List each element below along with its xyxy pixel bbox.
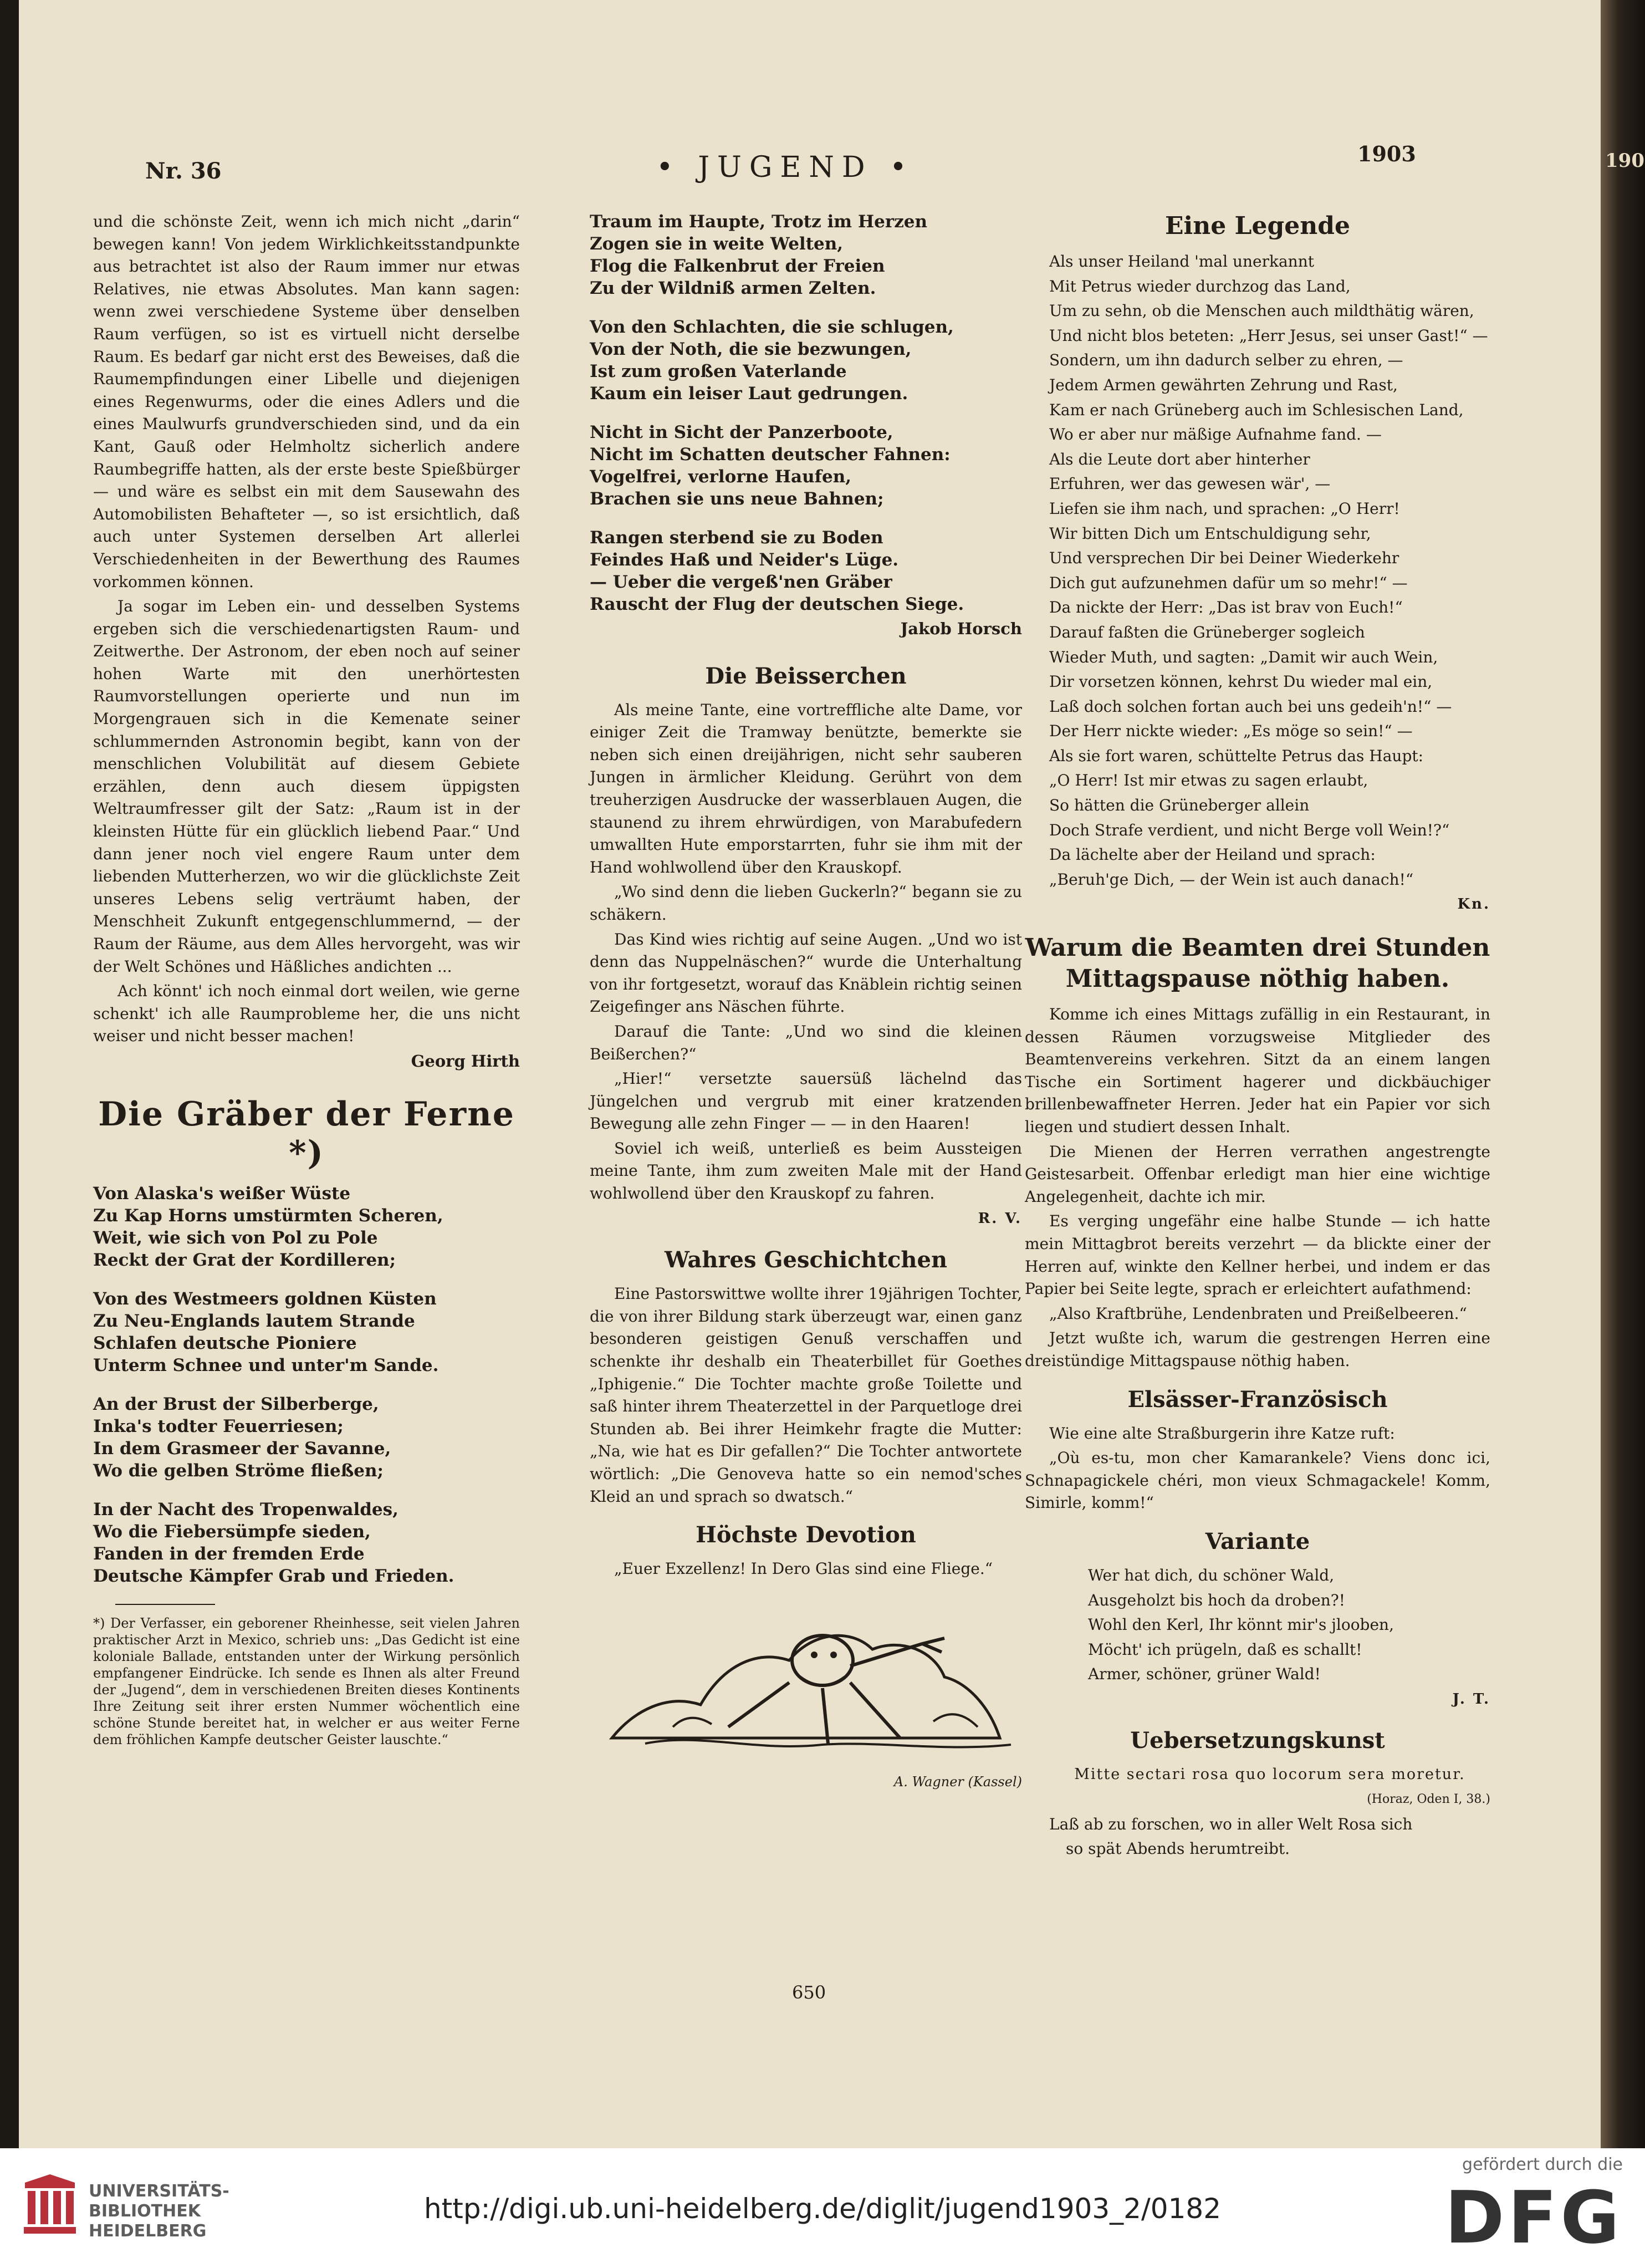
poem-line: In dem Grasmeer der Savanne, bbox=[93, 1438, 391, 1459]
poem-line: Um zu sehn, ob die Menschen auch mildthätig wären, bbox=[1049, 302, 1474, 320]
poem-line: Zu der Wildniß armen Zelten. bbox=[590, 278, 876, 298]
story-paragraph: Darauf die Tante: „Und wo sind die kleinen Beißerchen?“ bbox=[590, 1022, 1022, 1063]
story-paragraph: Es verging ungefähr eine halbe Stunde — ich hatte mein Mittagbrot bereits verzehrt — da blickte einer der Herren auf, winkte den Kellner herbei, und indem er das Papier bei Seite legte, sprach er erleichtert aufathmend: bbox=[1025, 1212, 1490, 1298]
poem-line: Dir vorsetzen können, kehrst Du wieder mal ein, bbox=[1049, 672, 1433, 691]
poem-line: Schlafen deutsche Pioniere bbox=[93, 1333, 357, 1353]
story-paragraph: Wie eine alte Straßburgerin ihre Katze ruft: bbox=[1049, 1424, 1395, 1443]
story-paragraph: Als meine Tante, eine vortreffliche alte Dame, vor einiger Zeit die Tramway benützte, bemerkte sie neben sich einen dreijährigen, nicht sehr sauberen Jungen in ärmlicher Kleidung. Gerührt von dem treuherzigen Ausdrucke der wasserblauen Augen, die staunend zu ihrem ehrwürdigen, von Marabufedern umwallten Hute emporstarrten, fuhr sie ihm mit der Hand wohlwollend über den Krauskopf. bbox=[590, 700, 1022, 876]
legende-title: Eine Legende bbox=[1165, 212, 1350, 240]
viewer-footer bbox=[0, 2148, 1645, 2268]
story-paragraph: Eine Pastorswittwe wollte ihrer 19jährigen Tochter, die von ihrer Bildung stark überzeugt war, einen ganz besonderen geistigen Genuß verschaffen und schenkte ihr deshalb ein Theaterbillet für Goethes „Iphigenie.“ Die Tochter machte große Toilette und saß hinter ihrem Theaterzettel in der Parquetloge drei Stunden ab. Bei ihrer Heimkehr fragte die Mutter: „Na, wie hat es Dir gefallen?“ Die Tochter antwortete wörtlich: „Die Genoveva hatte so ein nemod'sches Kleid an und sprach so dwatsch.“ bbox=[590, 1285, 1022, 1506]
poem-line: Fanden in der fremden Erde bbox=[93, 1543, 365, 1564]
poem-line: Brachen sie uns neue Bahnen; bbox=[590, 489, 884, 509]
poem-line: So hätten die Grüneberger allein bbox=[1049, 796, 1310, 815]
poem-line: Wo die Fiebersümpfe sieden, bbox=[93, 1521, 371, 1542]
latin-source: (Horaz, Oden I, 38.) bbox=[1367, 1792, 1490, 1807]
poem-line: Wir bitten Dich um Entschuldigung sehr, bbox=[1049, 524, 1371, 543]
poem-line: Als unser Heiland 'mal unerkannt bbox=[1049, 252, 1314, 271]
poem-line: Wohl den Kerl, Ihr könnt mir's jlooben, bbox=[1088, 1615, 1394, 1634]
story-paragraph: „Wo sind denn die lieben Guckerln?“ begann sie zu schäkern. bbox=[590, 883, 1022, 924]
poem-line: Zu Kap Horns umstürmten Scheren, bbox=[93, 1205, 443, 1226]
story-paragraph: Jetzt wußte ich, warum die gestrengen Herren eine dreistündige Mittagspause nöthig haben. bbox=[1025, 1329, 1490, 1370]
poem-line: Da lächelte aber der Heiland und sprach: bbox=[1049, 845, 1376, 864]
poem-line: Nicht im Schatten deutscher Fahnen: bbox=[590, 445, 951, 465]
poem-line: Vogelfrei, verlorne Haufen, bbox=[590, 467, 852, 487]
essay-paragraph: und die schönste Zeit, wenn ich mich nicht „darin“ bewegen kann! Von jedem Wirklichkeitsstandpunkte aus betrachtet ist also der Raum immer nur etwas Relatives, nie etwas Absolutes. Man kann sagen: wenn zwei verschiedene Systeme über denselben Raum verfügen, so ist es virtuell nicht derselbe Raum. Es bedarf gar nicht erst des Beweises, daß die Raumempfindungen einer Libelle und diejenigen eines Regenwurms, oder die eines Adlers und die eines Maulwurfs grundverschieden sind, und da ein Kant, Gauß oder Helmholtz sicherlich andere Raumbegriffe hatten, als der erste beste Spießbürger — und wäre es selbst ein mit dem Sausewahn des Automobilisten Behafteter —, so ist ersichtlich, daß auch unter Systemen derselben Art allerlei Verschiedenheiten in der Bewerthung des Raumes vorkommen können. bbox=[93, 212, 520, 591]
poem-line: Nicht in Sicht der Panzerboote, bbox=[590, 422, 893, 442]
column-right bbox=[1025, 211, 1490, 1863]
variante-signature: J. T. bbox=[1452, 1690, 1490, 1708]
story-paragraph: „Also Kraftbrühe, Lendenbraten und Preißelbeeren.“ bbox=[1049, 1304, 1467, 1323]
poem-line: Flog die Falkenbrut der Freien bbox=[590, 256, 885, 276]
essay-paragraph: Ach könnt' ich noch einmal dort weilen, wie gerne schenkt' ich alle Raumprobleme her, die uns nicht weiser und nicht besser machen! bbox=[93, 982, 520, 1046]
story-signature: R. V. bbox=[978, 1210, 1022, 1227]
poem-line: Möcht' ich prügeln, daß es schallt! bbox=[1088, 1640, 1362, 1659]
poem-line: Von Alaska's weißer Wüste bbox=[93, 1183, 351, 1204]
poem-line: Von den Schlachten, die sie schlugen, bbox=[590, 317, 954, 337]
illustration-credit: A. Wagner (Kassel) bbox=[893, 1774, 1022, 1790]
poem-stanza bbox=[590, 316, 1022, 405]
poem-line: Feindes Haß und Neider's Lüge. bbox=[590, 550, 899, 570]
poem-line: Wieder Muth, und sagten: „Damit wir auch Wein, bbox=[1049, 648, 1438, 666]
latin-quote: Mitte sectari rosa quo locorum sera moretur. bbox=[1074, 1766, 1465, 1783]
poem-author: Jakob Horsch bbox=[900, 619, 1022, 638]
masthead-title: • JUGEND • bbox=[656, 151, 915, 184]
poem-line: Wo er aber nur mäßige Aufnahme fand. — bbox=[1049, 425, 1382, 444]
poem-line: Weit, wie sich von Pol zu Pole bbox=[93, 1227, 378, 1248]
poem-line: Zogen sie in weite Welten, bbox=[590, 234, 844, 254]
poem-line: Rangen sterbend sie zu Boden bbox=[590, 528, 883, 548]
poem-line: Zu Neu-Englands lautem Strande bbox=[93, 1311, 415, 1331]
poem-line: Unterm Schnee und unter'm Sande. bbox=[93, 1355, 439, 1375]
beamten-title: Warum die Beamten drei Stunden Mittagspause nöthig haben. bbox=[1025, 934, 1490, 993]
poem-line: Da nickte der Herr: „Das ist brav von Euch!“ bbox=[1049, 598, 1403, 617]
poem-line: An der Brust der Silberberge, bbox=[93, 1394, 379, 1414]
caricature-illustration bbox=[590, 1599, 1033, 1760]
next-page-year: 190 bbox=[1605, 150, 1644, 172]
devotion-title: Höchste Devotion bbox=[696, 1522, 916, 1548]
story-paragraph: „Où es-tu, mon cher Kamarankele? Viens donc ici, Schnapagickele chéri, mon vieux Schmagackele! Komm, Simirle, komm!“ bbox=[1025, 1449, 1490, 1512]
footnote-divider bbox=[115, 1604, 215, 1605]
university-name-line: HEIDELBERG bbox=[89, 2221, 207, 2241]
poem-line: Darauf faßten die Grüneberger sogleich bbox=[1049, 623, 1365, 641]
poem-line: Ist zum großen Vaterlande bbox=[590, 361, 847, 381]
poem-title: Die Gräber der Ferne *) bbox=[98, 1094, 515, 1173]
translation-line: Laß ab zu forschen, wo in aller Welt Rosa sich bbox=[1049, 1815, 1413, 1833]
poem-stanza bbox=[93, 1499, 520, 1587]
story-paragraph: „Hier!“ versetzte sauersüß lächelnd das Jüngelchen und vergrub mit einer kratzenden Bewegung alle zehn Finger — — in den Haaren! bbox=[590, 1069, 1022, 1133]
poem-line: Und versprechen Dir bei Deiner Wiederkehr bbox=[1049, 549, 1399, 568]
poem-stanza bbox=[590, 211, 1022, 299]
newspaper-page bbox=[19, 0, 1601, 2148]
poem-line: Laß doch solchen fortan auch bei uns gedeih'n!“ — bbox=[1049, 697, 1452, 716]
translation-line: so spät Abends herumtreibt. bbox=[1066, 1839, 1290, 1858]
poem-stanza bbox=[93, 1288, 520, 1377]
variante-title: Variante bbox=[1205, 1528, 1310, 1555]
elsaesser-title: Elsässer-Französisch bbox=[1127, 1386, 1388, 1413]
university-name-line: BIBLIOTHEK bbox=[89, 2201, 201, 2221]
poem-line: Kaum ein leiser Laut gedrungen. bbox=[590, 384, 908, 404]
poem-stanza bbox=[590, 421, 1022, 510]
poem-line: „Beruh'ge Dich, — der Wein ist auch danach!“ bbox=[1049, 870, 1414, 889]
book-spine bbox=[1601, 0, 1645, 2148]
poem-line: Mit Petrus wieder durchzog das Land, bbox=[1049, 277, 1351, 295]
poem-line: Von des Westmeers goldnen Küsten bbox=[93, 1288, 437, 1309]
poem-line: Doch Strafe verdient, und nicht Berge voll Wein!?“ bbox=[1049, 820, 1450, 839]
story-paragraph: Das Kind wies richtig auf seine Augen. „Und wo ist denn das Nuppelnäschen?“ wurde die Unterhaltung von ihr fortgesetzt, worauf das Knäblein richtig seinen Zeigefinger ans Näschen führte. bbox=[590, 930, 1022, 1016]
poem-line: Als sie fort waren, schüttelte Petrus das Haupt: bbox=[1049, 746, 1424, 765]
poem-line: Liefen sie ihm nach, und sprachen: „O Herr! bbox=[1049, 499, 1400, 518]
poem-line: „O Herr! Ist mir etwas zu sagen erlaubt, bbox=[1049, 771, 1368, 790]
uebersetzung-title: Uebersetzungskunst bbox=[1130, 1727, 1385, 1754]
story-paragraph: Soviel ich weiß, unterließ es beim Aussteigen meine Tante, ihm zum zweiten Male mit der Hand wohlwollend über den Krauskopf zu fahren. bbox=[590, 1139, 1022, 1203]
column-middle bbox=[590, 211, 1022, 1805]
poem-line: Jedem Armen gewährten Zehrung und Rast, bbox=[1049, 375, 1398, 394]
poem-stanza bbox=[93, 1393, 520, 1482]
essay-paragraph: Ja sogar im Leben ein- und desselben Systems ergeben sich die verschiedenartigsten Raum- und Zeitwerthe. Der Astronom, der eben noch auf seiner hohen Warte mit den unerhörtesten Raumvorstellungen operierte und nun im Morgengrauen sich in die Kemenate seiner schlummernden Astronomin begibt, kann von der menschlichen Volubilität auf diesem Gebiete erzählen, denn auch diesem üppigsten Weltraumfresser gilt der Satz: „Raum ist in der kleinsten Hütte für ein glücklich liebend Paar.“ Und dann jener noch viel engere Raum unter dem liebenden Mutterherzen, wo wir die glücklichste Zeit unseres Lebens selig verträumt haben, der Menschheit Zukunft entgegenschlummernd, — der Raum der Räume, aus dem Alles hervorgeht, was wir der Welt Schönes und Häßliches andichten ... bbox=[93, 597, 520, 976]
poem-line: — Ueber die vergeß'nen Gräber bbox=[590, 572, 892, 592]
legende-signature: Kn. bbox=[1457, 896, 1490, 913]
dfg-logo[interactable]: DFG bbox=[1444, 2175, 1623, 2260]
story-paragraph: Die Mienen der Herren verrathen angestrengte Geistesarbeit. Offenbar erledigt man hier eine wichtige Angelegenheit, dachte ich mir. bbox=[1025, 1142, 1490, 1206]
poem-line: Erfuhren, wer das gewesen wär', — bbox=[1049, 475, 1331, 493]
beisserchen-title: Die Beisserchen bbox=[705, 662, 907, 689]
university-name-line: UNIVERSITÄTS- bbox=[89, 2182, 229, 2201]
poem-line: Wo die gelben Ströme fließen; bbox=[93, 1460, 384, 1481]
variante-poem bbox=[1025, 1564, 1490, 1686]
poem-line: Reckt der Grat der Kordilleren; bbox=[93, 1250, 396, 1270]
poem-line: Armer, schöner, grüner Wald! bbox=[1088, 1665, 1321, 1684]
poem-line: Wer hat dich, du schöner Wald, bbox=[1088, 1566, 1335, 1584]
poem-line: Inka's todter Feuerriesen; bbox=[93, 1416, 344, 1436]
issue-number: Nr. 36 bbox=[145, 158, 222, 184]
poem-line: Kam er nach Grüneberg auch im Schlesischen Land, bbox=[1049, 400, 1464, 419]
footnote: *) Der Verfasser, ein geborener Rheinhesse, seit vielen Jahren praktischer Arzt in Mexico, schrieb uns: „Das Gedicht ist eine koloniale Ballade, entstanden unter der Wirkung persönlich empfangener Eindrücke. Ich sende es Ihnen als alter Freund der „Jugend“, dem in verschiedenen Breiten dieses Kontinents Ihre Zeitung seit ihrer ersten Nummer wöchentlich eine schöne Stunde bereitet hat, in welcher er aus weiter Ferne dem fröhlichen Kampfe deutscher Geister lauschte.“ bbox=[93, 1615, 520, 1747]
masthead-year: 1903 bbox=[1357, 141, 1416, 166]
document-url[interactable]: http://digi.ub.uni-heidelberg.de/diglit/jugend1903_2/0182 bbox=[423, 2193, 1222, 2225]
page-number: 650 bbox=[792, 1982, 826, 2003]
story-paragraph: „Euer Exzellenz! In Dero Glas sind eine Fliege.“ bbox=[614, 1559, 993, 1578]
poem-line: Als die Leute dort aber hinterher bbox=[1049, 450, 1310, 468]
wahres-title: Wahres Geschichtchen bbox=[664, 1247, 948, 1273]
poem-line: Der Herr nickte wieder: „Es möge so sein!“ — bbox=[1049, 722, 1413, 741]
poem-stanza bbox=[590, 527, 1022, 615]
poem-line: Sondern, um ihn dadurch selber zu ehren, — bbox=[1049, 351, 1403, 370]
funded-by-text: gefördert durch die bbox=[1462, 2155, 1623, 2174]
poem-line: Deutsche Kämpfer Grab und Frieden. bbox=[93, 1566, 454, 1586]
essay-author: Georg Hirth bbox=[411, 1051, 520, 1071]
column-left bbox=[93, 211, 520, 1748]
poem-line: Rauscht der Flug der deutschen Siege. bbox=[590, 594, 964, 614]
poem-line: Dich gut aufzunehmen dafür um so mehr!“ — bbox=[1049, 573, 1408, 592]
poem-line: Ausgeholzt bis hoch da droben?! bbox=[1088, 1591, 1345, 1609]
scan-border-left bbox=[0, 0, 19, 2148]
poem-line: Von der Noth, die sie bezwungen, bbox=[590, 339, 912, 359]
poem-line: In der Nacht des Tropenwaldes, bbox=[93, 1499, 399, 1520]
legende-poem bbox=[1025, 251, 1490, 891]
poem-line: Traum im Haupte, Trotz im Herzen bbox=[590, 212, 928, 232]
poem-line: Und nicht blos beteten: „Herr Jesus, sei unser Gast!“ — bbox=[1049, 326, 1488, 345]
story-paragraph: Komme ich eines Mittags zufällig in ein Restaurant, in dessen Räumen vorzugsweise Mitglieder des Beamtenvereins verkehren. Sitzt da an einem langen Tische ein Sortiment hagerer und dickbäuchiger brillenbewaffneter Herren. Jeder hat ein Papier vor sich liegen und studiert dessen Inhalt. bbox=[1025, 1005, 1490, 1136]
poem-stanza bbox=[93, 1183, 520, 1271]
